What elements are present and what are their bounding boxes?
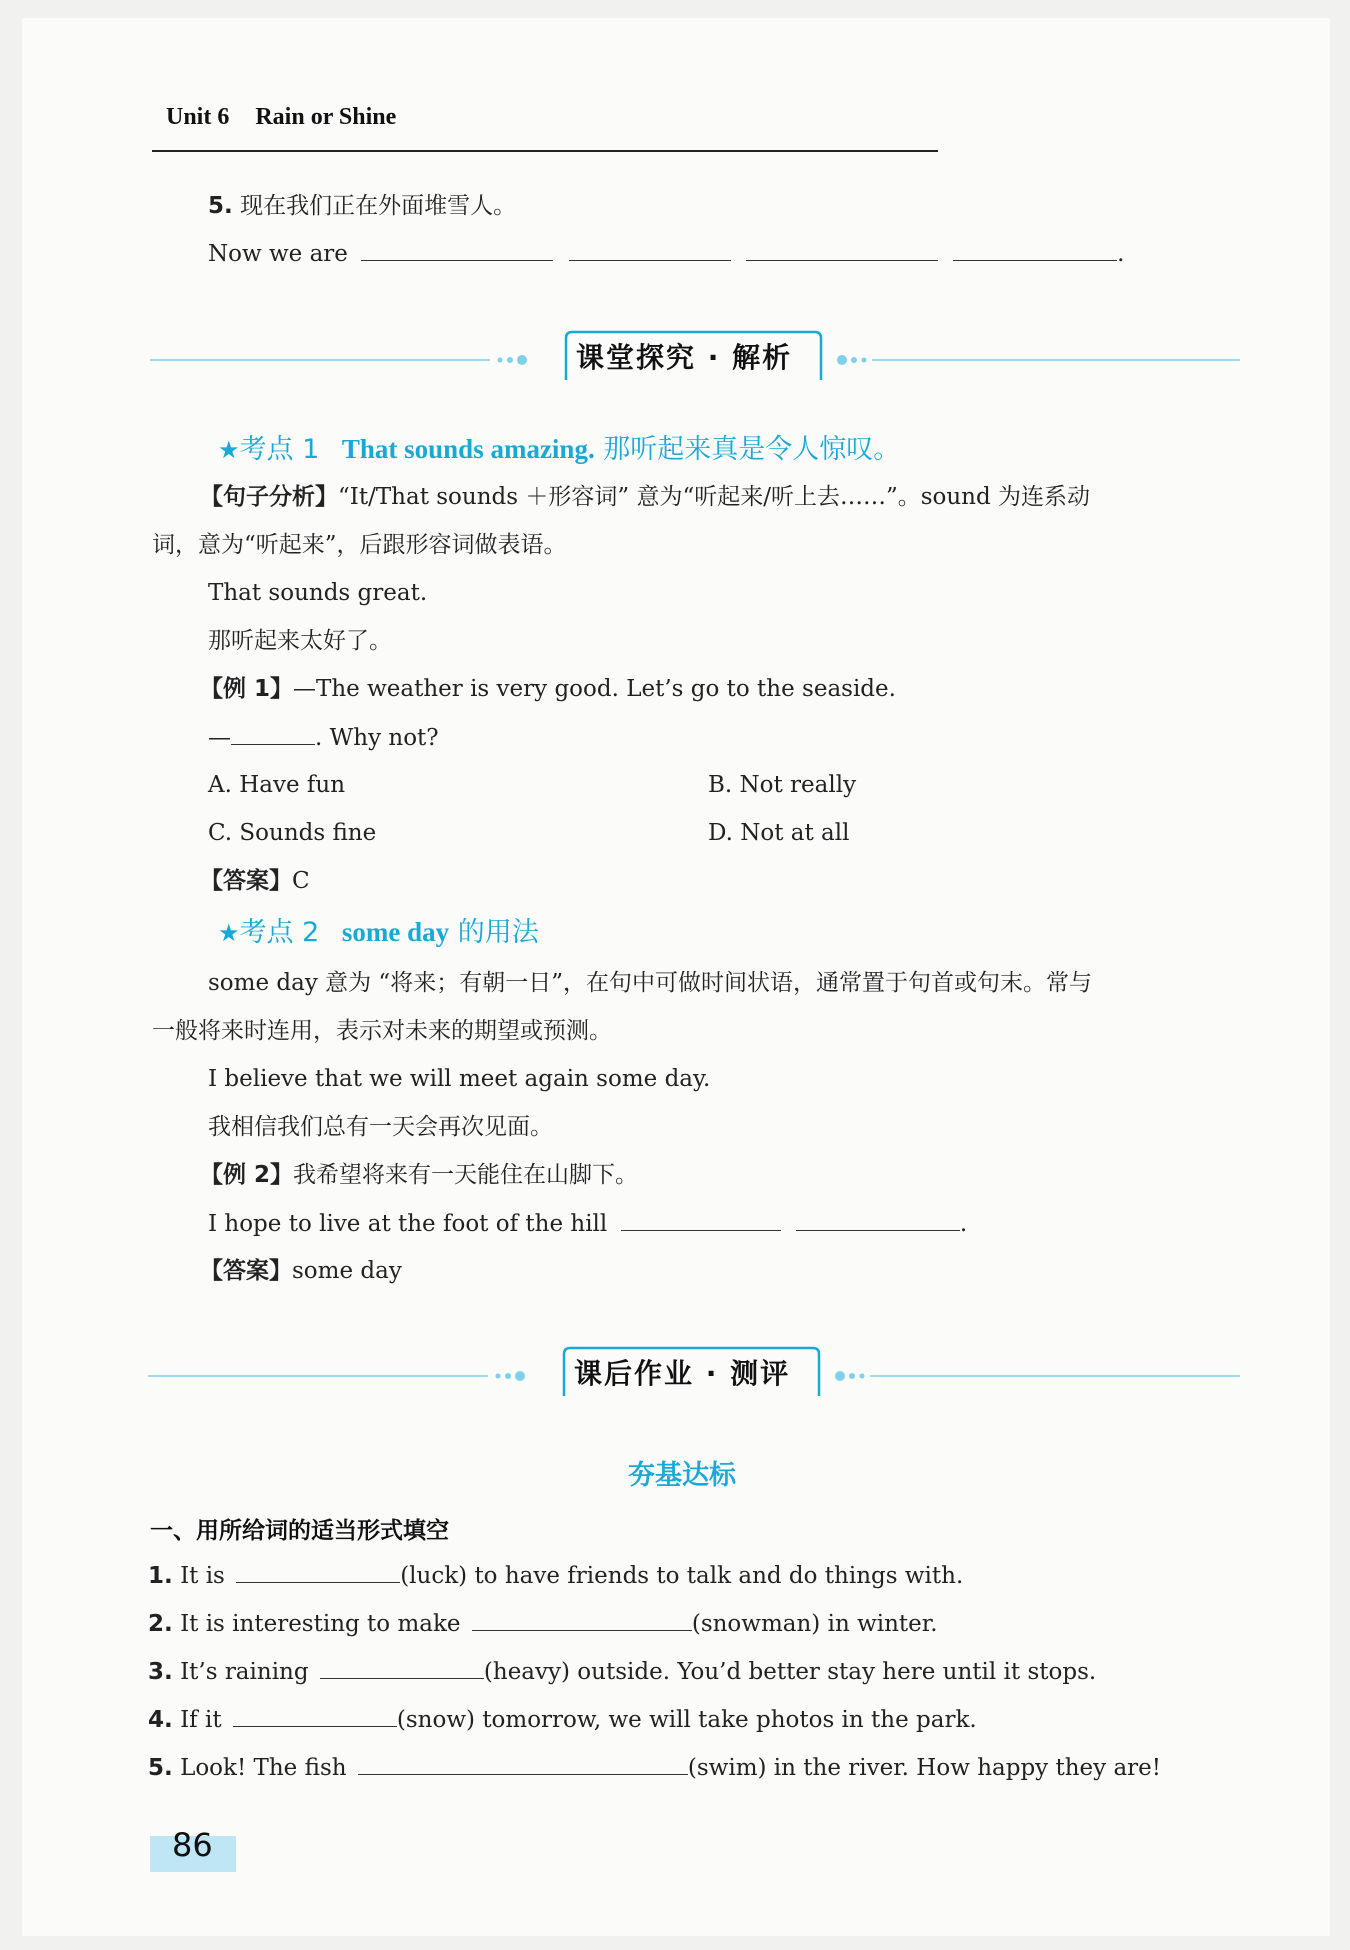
answer-blank[interactable]	[746, 238, 938, 261]
section-divider	[150, 326, 1240, 386]
part-1-title: 一、用所给词的适当形式填空	[150, 1518, 449, 1544]
answer-blank[interactable]	[472, 1608, 692, 1631]
section-banner-title: 课堂探究 · 解析	[576, 341, 793, 374]
exercise-item-5: 5. Look! The fish (swim) in the river. How happy they are!	[148, 1752, 1161, 1783]
example-sentence-cn: 我相信我们总有一天会再次见面。	[208, 1114, 553, 1140]
example-2-question: 【例 2】我希望将来有一天能住在山脚下。	[200, 1162, 639, 1188]
exercise-item-2: 2. It is interesting to make (snowman) in winter.	[148, 1608, 938, 1639]
option-c[interactable]: C. Sounds fine	[208, 820, 377, 846]
running-header	[166, 104, 396, 131]
example-sentence-cn: 那听起来太好了。	[208, 628, 392, 654]
answer-blank[interactable]	[358, 1752, 688, 1775]
answer-tag: 【答案】	[200, 1258, 292, 1284]
kaodian-2-desc-line-2: 一般将来时连用，表示对未来的期望或预测。	[152, 1018, 612, 1044]
sentence-analysis-line-2: 词，意为“听起来”，后跟形容词做表语。	[152, 532, 567, 558]
option-b[interactable]: B. Not really	[708, 772, 857, 798]
answer-blank[interactable]	[320, 1656, 484, 1679]
kaodian-2-desc-line-1: some day 意为 “将来；有朝一日”，在句中可做时间状语，通常置于句首或句末。常与	[208, 970, 1092, 996]
star-icon: ★	[218, 919, 240, 947]
example-sentence-en: I believe that we will meet again some day.	[208, 1066, 711, 1092]
star-icon: ★	[218, 436, 240, 464]
kaodian-1-heading: ★考点 1 That sounds amazing. 那听起来真是令人惊叹。	[218, 434, 901, 465]
option-a[interactable]: A. Have fun	[208, 772, 346, 798]
answer-blank[interactable]	[236, 1560, 400, 1583]
answer-blank[interactable]	[231, 722, 315, 745]
example-tag: 【例 2】	[200, 1162, 294, 1188]
exercise-item-1: 1. It is (luck) to have friends to talk and do things with.	[148, 1560, 963, 1591]
unit-title: Rain or Shine	[255, 104, 397, 130]
answer-blank[interactable]	[796, 1208, 960, 1231]
answer-blank[interactable]	[361, 238, 553, 261]
section-divider	[148, 1342, 1240, 1402]
prev-item-answer-line: Now we are .	[208, 238, 1124, 269]
section-banner-title: 课后作业 · 测评	[574, 1357, 791, 1390]
example-sentence-en: That sounds great.	[208, 580, 428, 606]
answer-blank[interactable]	[233, 1704, 397, 1727]
exercise-item-4: 4. If it (snow) tomorrow, we will take photos in the park.	[148, 1704, 977, 1735]
answer-blank[interactable]	[953, 238, 1117, 261]
example-1-response: — . Why not?	[208, 722, 439, 753]
option-d[interactable]: D. Not at all	[708, 820, 850, 846]
answer-1: 【答案】C	[200, 868, 310, 894]
prev-item-question: 5. 现在我们正在外面堆雪人。	[208, 193, 517, 219]
page-number: 86	[172, 1826, 213, 1864]
example-2-sentence: I hope to live at the foot of the hill .	[208, 1208, 967, 1239]
answer-blank[interactable]	[569, 238, 731, 261]
example-1-question: 【例 1】—The weather is very good. Let’s go to the seaside.	[200, 676, 896, 702]
answer-blank[interactable]	[621, 1208, 781, 1231]
analysis-tag: 【句子分析】	[200, 484, 338, 510]
sentence-analysis-line-1: 【句子分析】“It/That sounds ＋形容词” 意为“听起来/听上去……”。sound 为连系动	[200, 484, 1091, 510]
kaodian-2-heading: ★考点 2 some day 的用法	[218, 917, 539, 948]
answer-2: 【答案】some day	[200, 1258, 402, 1284]
exercise-item-3: 3. It’s raining (heavy) outside. You’d better stay here until it stops.	[148, 1656, 1096, 1687]
unit-label: Unit 6	[166, 104, 230, 130]
example-tag: 【例 1】	[200, 676, 294, 702]
answer-tag: 【答案】	[200, 868, 292, 894]
subsection-title: 夯基达标	[628, 1460, 736, 1491]
header-rule	[152, 150, 938, 152]
